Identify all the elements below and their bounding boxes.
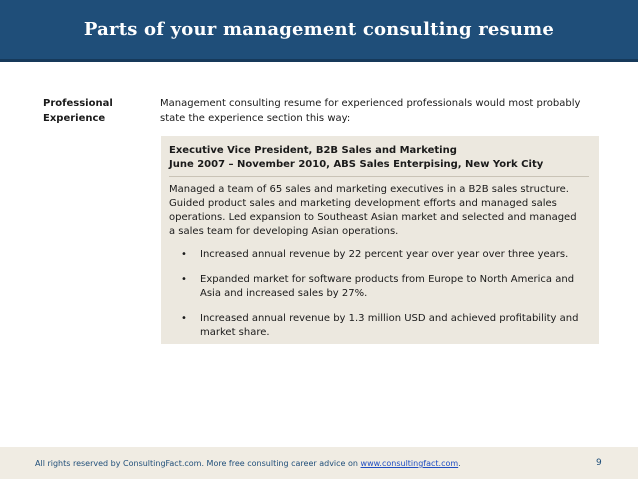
- summary-line1: Managed a team of 65 sales and marketing executives in a B2B sales structure.: [169, 184, 569, 195]
- footer-copyright: [35, 459, 461, 468]
- section-intro: [160, 96, 600, 126]
- slide-header: [0, 0, 638, 62]
- section-label-line2: Experience: [43, 113, 106, 124]
- summary-line4: a sales team for developing Asian operations.: [169, 226, 399, 237]
- footer-link[interactable]: www.consultingfact.com: [360, 459, 459, 468]
- section-label: [43, 96, 143, 126]
- role-title: Executive Vice President, B2B Sales and Marketing: [169, 145, 457, 156]
- summary-line2: Guided product sales and marketing development efforts and managed sales: [169, 198, 557, 209]
- footer-text: All rights reserved by ConsultingFact.com. More free consulting career advice on: [35, 459, 361, 468]
- role-summary: [169, 183, 589, 239]
- bullet-line2: Asia and increased sales by 27%.: [200, 288, 368, 299]
- bullet-line1: Increased annual revenue by 1.3 million USD and achieved profitability and: [200, 313, 579, 324]
- bullet-icon: •: [181, 274, 187, 285]
- list-item: [169, 312, 589, 340]
- list-item: [169, 248, 589, 262]
- bullet-line2: market share.: [200, 327, 270, 338]
- role-dates: June 2007 – November 2010, ABS Sales Enterpising, New York City: [169, 158, 589, 177]
- intro-line1: Management consulting resume for experienced professionals would most probably: [160, 98, 581, 109]
- slide-title: Parts of your management consulting resume: [83, 19, 555, 40]
- bullet-icon: •: [181, 313, 187, 324]
- list-item: [169, 273, 589, 301]
- bullet-line1: Expanded market for software products from Europe to North America and: [200, 274, 575, 285]
- section-label-line1: Professional: [43, 98, 113, 109]
- experience-example-box: [161, 136, 599, 344]
- intro-line2: state the experience section this way:: [160, 113, 351, 124]
- summary-line3: operations. Led expansion to Southeast Asian market and selected and managed: [169, 212, 577, 223]
- footer-suffix: .: [458, 459, 461, 468]
- achievement-list: [169, 248, 589, 340]
- bullet-icon: •: [181, 249, 187, 260]
- slide-footer: [0, 447, 638, 479]
- bullet-line1: Increased annual revenue by 22 percent year over year over three years.: [200, 249, 569, 260]
- page-number: 9: [596, 458, 602, 468]
